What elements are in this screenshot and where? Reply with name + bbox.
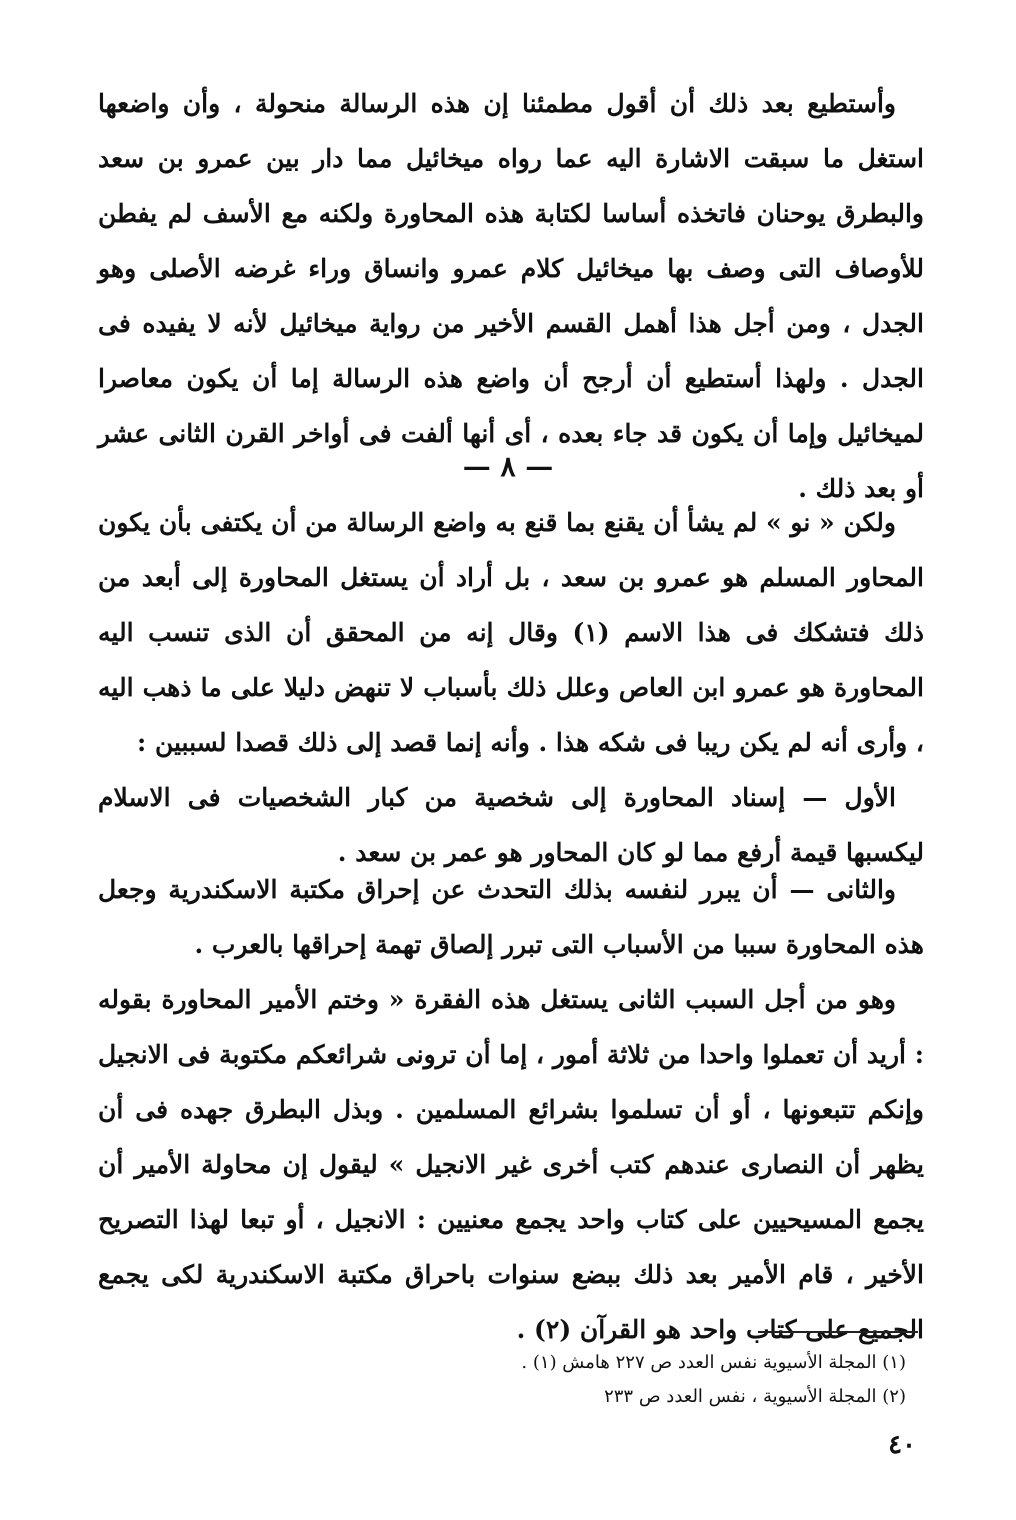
footnote-divider — [758, 1331, 918, 1333]
section-number: — ٨ — — [462, 450, 554, 483]
footnote: (١) المجلة الأسيوية نفس العدد ص ٢٢٧ هامش (١) . — [521, 1352, 906, 1373]
footnotes — [98, 1346, 924, 1414]
body-text-bottom — [98, 862, 924, 1357]
footnote: (٢) المجلة الأسيوية ، نفس العدد ص ٢٣٣ — [604, 1386, 906, 1407]
paragraph: وأستطيع بعد ذلك أن أقول مطمئنا إن هذه الرسالة منحولة ، وأن واضعها استغل ما سبقت الاشارة اليه عما رواه ميخائيل مما دار بين عمرو بن سعد والبطرق يوحنان فاتخذه أساسا لكتابة هذه المحاورة ولكنه مع الأسف لم يفطن للأوصاف التى وصف بها ميخائيل كلام عمرو وانساق وراء غرضه الأصلى وهو الجدل ، ومن أجل هذا أهمل القسم الأخير من رواية ميخائيل لأنه لا يفيده فى الجدل . ولهذا أستطيع أن أرجح أن واضع هذه الرسالة إما أن يكون معاصرا لميخائيل وإما أن يكون قد جاء بعده ، أى أنها ألفت فى أواخر القرن الثانى عشر أو بعد ذلك . — [98, 89, 924, 503]
paragraph: الأول — إسناد المحاورة إلى شخصية من كبار الشخصيات فى الاسلام ليكسبها قيمة أرفع مما لو كان المحاور هو عمر بن سعد . — [98, 783, 924, 867]
paragraph: وهو من أجل السبب الثانى يستغل هذه الفقرة « وختم الأمير المحاورة بقوله : أريد أن تعملوا واحدا من ثلاثة أمور ، إما أن ترونى شرائعكم مكتوبة فى الانجيل وإنكم تتبعونها ، أو أن تسلموا بشرائع المسلمين . وبذل البطرق جهده فى أن يظهر أن النصارى عندهم كتب أخرى غير الانجيل » ليقول إن محاولة الأمير أن يجمع المسيحيين على كتاب واحد يجمع معنيين : الانجيل ، أو تبعا لهذا التصريح الأخير ، قام الأمير بعد ذلك ببضع سنوات باحراق مكتبة الاسكندرية لكى يجمع الجميع على كتاب واحد هو القرآن (٢) . — [98, 985, 924, 1344]
paragraph: والثانى — أن يبرر لنفسه بذلك التحدث عن إحراق مكتبة الاسكندرية وجعل هذه المحاورة سببا من الأسباب التى تبرر إلصاق تهمة إحراقها بالعرب . — [98, 875, 924, 959]
page-number: ٤٠ — [888, 1430, 916, 1460]
body-text-middle — [98, 495, 924, 880]
paragraph: ولكن « نو » لم يشأ أن يقنع بما قنع به واضع الرسالة من أن يكتفى بأن يكون المحاور المسلم هو عمرو بن سعد ، بل أراد أن يستغل المحاورة إلى أبعد من ذلك فتشكك فى هذا الاسم (١) وقال إنه من المحقق أن الذى تنسب اليه المحاورة هو عمرو ابن العاص وعلل ذلك بأسباب لا تنهض دليلا على ما ذهب اليه ، وأرى أنه لم يكن ريبا فى شكه هذا . وأنه إنما قصد إلى ذلك قصدا لسببين : — [98, 508, 924, 757]
